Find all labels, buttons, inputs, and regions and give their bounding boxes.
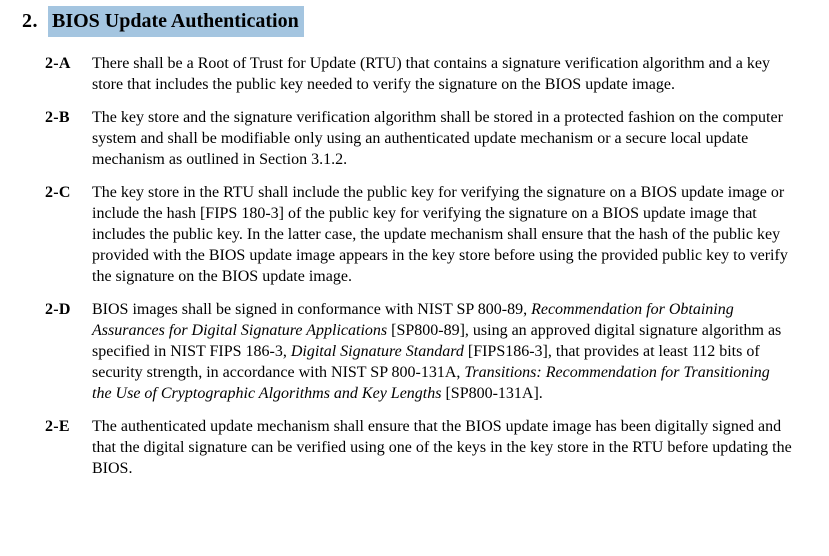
requirement-item [45, 53, 829, 95]
cited-title-italic: Recommendation for Obtaining Assurances for Digital Signature Applications [92, 301, 734, 339]
cited-title-italic: Digital Signature Standard [290, 343, 464, 360]
requirement-label: 2-C [45, 184, 71, 201]
requirement-text [92, 53, 792, 95]
cited-title-italic: Transitions: Recommendation for Transitioning the Use of Cryptographic Algorithms and Key Lengths [92, 364, 770, 402]
requirement-text [92, 107, 792, 170]
requirement-text-segment: The key store and the signature verification algorithm shall be stored in a protected fashion on the computer system and shall be modifiable only using an authenticated update mechanism or a secure local update mechanism as outlined in Section 3.1.2. [92, 109, 783, 168]
requirement-item [45, 182, 829, 287]
section-heading [22, 6, 829, 37]
requirements-list [0, 53, 829, 479]
requirement-item [45, 107, 829, 170]
section-title-selected-text[interactable]: BIOS Update Authentication [48, 6, 304, 37]
requirement-label: 2-A [45, 55, 71, 72]
section-number: 2. [22, 10, 38, 32]
requirement-label: 2-D [45, 301, 71, 318]
requirement-label: 2-B [45, 109, 70, 126]
requirement-text [92, 299, 792, 404]
requirement-text-segment: [FIPS186-3], that provides at least 112 bits of security strength, in accordance with NIST SP 800-131A, [92, 343, 760, 381]
requirement-text-segment: The key store in the RTU shall include the public key for verifying the signature on a BIOS update image or include the hash [FIPS 180-3] of the public key for verifying the signature on a BIOS update image that includes the public key. In the latter case, the update mechanism shall ensure that the hash of the public key provided with the BIOS update image appears in the key store before using the provided public key to verify the signature on the BIOS update image. [92, 184, 788, 285]
requirement-text-segment: [SP800-131A]. [441, 385, 543, 402]
requirement-item [45, 416, 829, 479]
requirement-label: 2-E [45, 418, 70, 435]
requirement-text [92, 416, 792, 479]
requirement-item [45, 299, 829, 404]
requirement-text [92, 182, 792, 287]
requirement-text-segment: BIOS images shall be signed in conformance with NIST SP 800-89, [92, 301, 532, 318]
requirement-text-segment: The authenticated update mechanism shall ensure that the BIOS update image has been digitally signed and that the digital signature can be verified using one of the keys in the key store in the RTU before updating the BIOS. [92, 418, 792, 477]
requirement-text-segment: [SP800-89], using an approved digital signature algorithm as specified in NIST FIPS 186-3, [92, 322, 782, 360]
requirement-text-segment: There shall be a Root of Trust for Update (RTU) that contains a signature verification algorithm and a key store that includes the public key needed to verify the signature on the BIOS update image. [92, 55, 770, 93]
